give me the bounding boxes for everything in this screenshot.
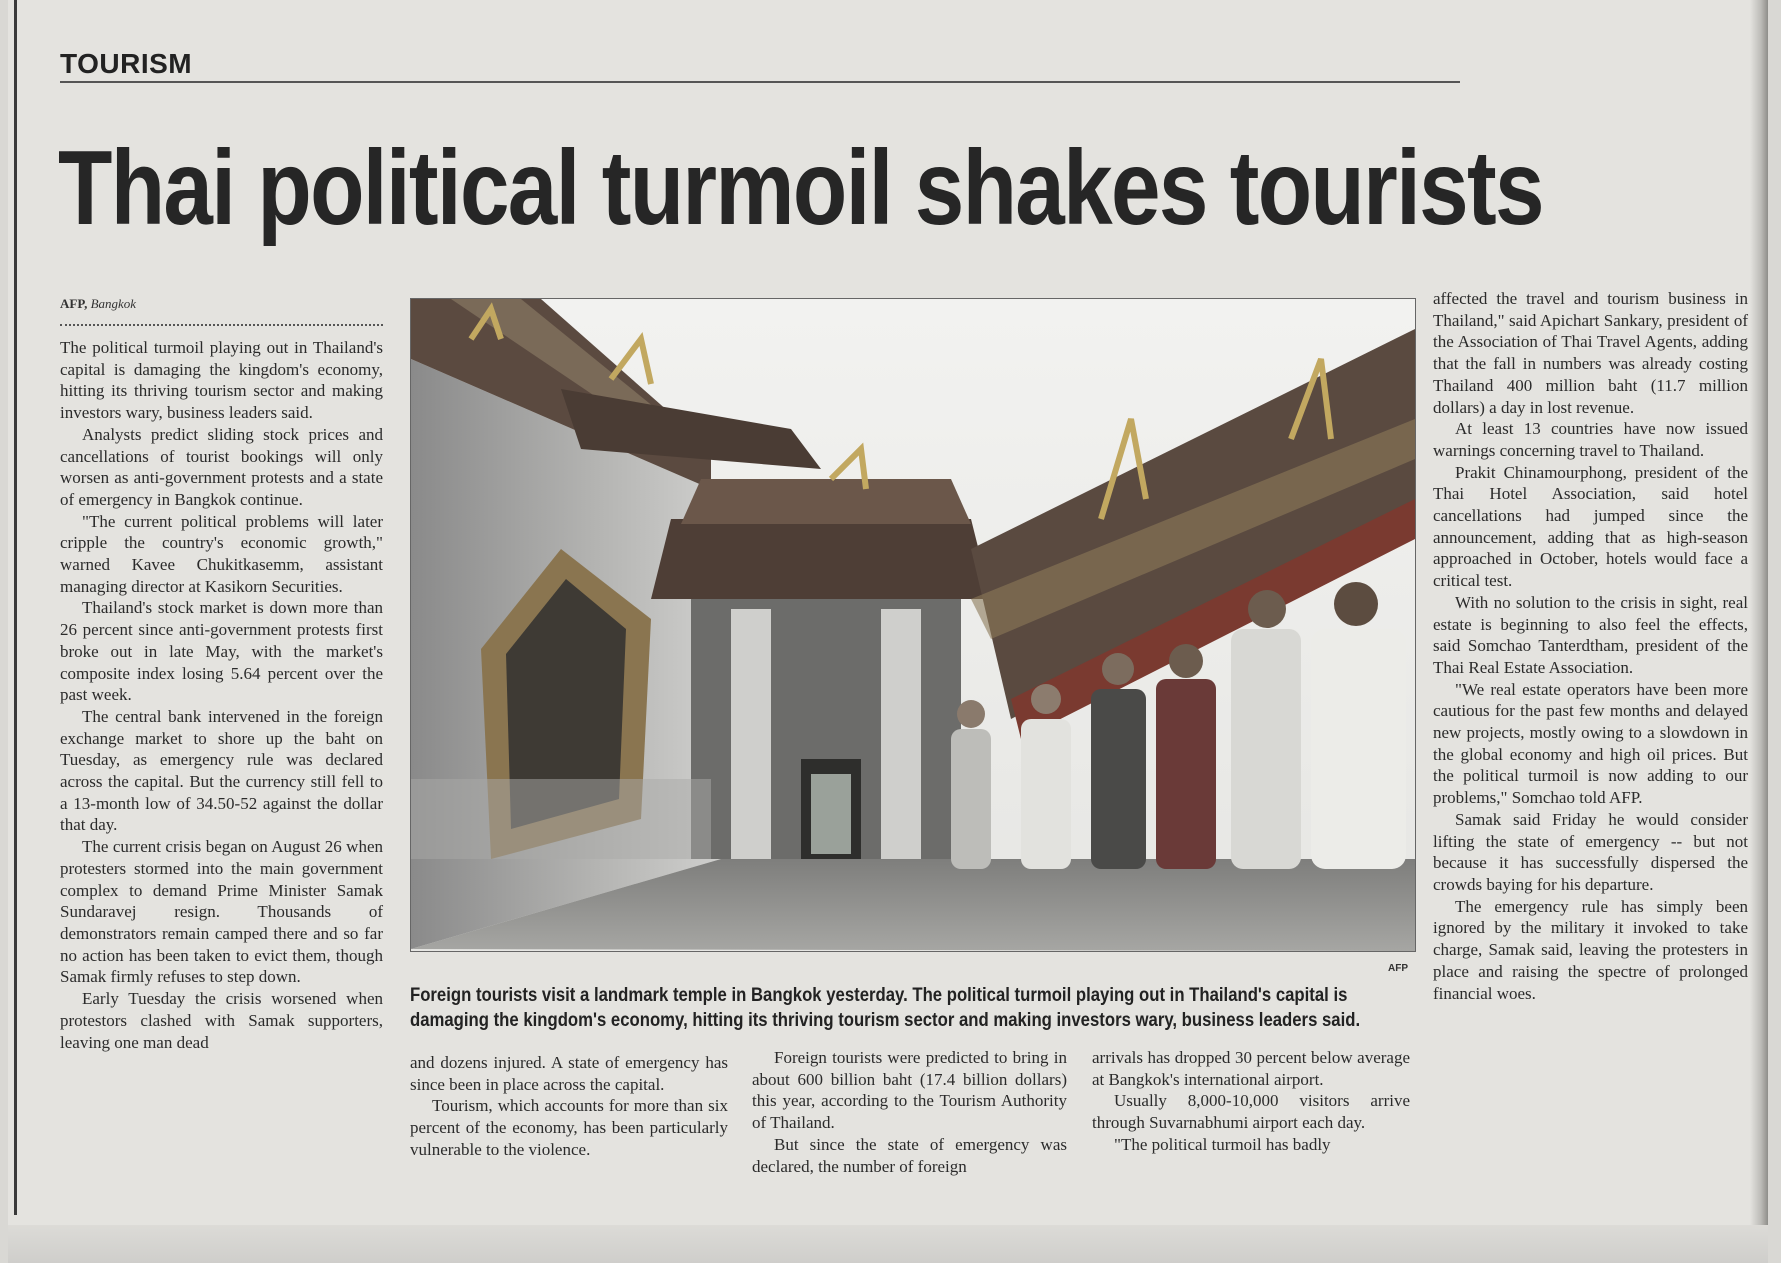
paragraph: affected the travel and tourism business in Thailand," said Apichart Sankary, president of the Association of Thai Travel Agents, adding that the fall in numbers was already costing Thailand 400 million baht (11.7 million dollars) a day in lost revenue. <box>1433 289 1748 417</box>
paragraph: Analysts predict sliding stock prices and cancellations of tourist bookings will only worsen as anti-government protests and a state of emergency in Bangkok continue. <box>60 424 383 509</box>
paragraph: Tourism, which accounts for more than six percent of the economy, has been particularly vulnerable to the violence. <box>410 1096 728 1159</box>
page-fold-shadow <box>1750 0 1768 1263</box>
page-edge-rule <box>14 0 17 1215</box>
paragraph: Early Tuesday the crisis worsened when protestors clashed with Samak supporters, leaving one man dead <box>60 989 383 1052</box>
byline <box>60 296 136 312</box>
paragraph: But since the state of emergency was declared, the number of foreign <box>752 1134 1067 1176</box>
paragraph: With no solution to the crisis in sight, real estate is beginning to also feel the effects, said Somchao Tanterdtham, president of the Thai Real Estate Association. <box>1433 592 1748 677</box>
paragraph: The emergency rule has simply been ignored by the military it invoked to take charge, Samak said, leaving the protesters in place and raising the spectre of prolonged financial woes. <box>1433 896 1748 1003</box>
byline-place: Bangkok <box>90 296 137 311</box>
paragraph: At least 13 countries have now issued warnings concerning travel to Thailand. <box>1433 419 1748 460</box>
paragraph: Foreign tourists were predicted to bring in about 600 billion baht (17.4 billion dollars) this year, according to the Tourism Authority of Thailand. <box>752 1048 1067 1133</box>
paragraph: Samak said Friday he would consider lifting the state of emergency -- but not because it has successfully dispersed the crowds baying for his departure. <box>1433 809 1748 894</box>
article-column-4 <box>1092 1047 1410 1156</box>
paragraph: arrivals has dropped 30 percent below average at Bangkok's international airport. <box>1092 1048 1410 1089</box>
section-divider <box>60 81 1460 83</box>
article-column-2 <box>410 1052 728 1161</box>
temple-photo <box>410 298 1416 952</box>
newspaper-page <box>8 0 1768 1263</box>
page-bottom-shade <box>8 1225 1768 1263</box>
paragraph: Thailand's stock market is down more than 26 percent since anti-government protests first broke out in late May, with the market's composite index losing 5.64 percent over the past week. <box>60 598 383 705</box>
byline-agency: AFP, <box>60 296 88 311</box>
photo-caption: Foreign tourists visit a landmark temple in Bangkok yesterday. The political turmoil playing out in Thailand's capital is damaging the kingdom's economy, hitting its thriving tourism sector and making investors wary, business leaders said. <box>410 985 1361 1031</box>
article-column-1 <box>60 337 383 1053</box>
paragraph: Usually 8,000-10,000 visitors arrive through Suvarnabhumi airport each day. <box>1092 1091 1410 1133</box>
paragraph: The central bank intervened in the foreign exchange market to shore up the baht on Tuesday, as emergency rule was declared across the capital. But the currency still fell to a 13-month low of 34.50-52 against the dollar that day. <box>60 706 383 835</box>
byline-dotted-rule <box>60 324 383 326</box>
photo-credit: AFP <box>1388 963 1408 974</box>
headline: Thai political turmoil shakes tourists <box>58 129 1543 247</box>
temple-photo-illustration <box>411 299 1415 951</box>
article-column-5 <box>1433 288 1748 1004</box>
paragraph: "We real estate operators have been more cautious for the past few months and delayed new projects, mostly owing to a slowdown in the global economy and high oil prices. But the political turmoil is now adding to our problems," Somchao told AFP. <box>1433 679 1748 808</box>
paragraph: and dozens injured. A state of emergency has since been in place across the capital. <box>410 1053 728 1094</box>
paragraph: "The political turmoil has badly <box>1114 1134 1331 1154</box>
section-label: TOURISM <box>60 48 193 79</box>
article-column-3 <box>752 1047 1067 1177</box>
paragraph: "The current political problems will later cripple the country's economic growth," warned Kavee Chukitkasemm, assistant managing director at Kasikorn Securities. <box>60 511 383 596</box>
paragraph: The current crisis began on August 26 when protesters stormed into the main government complex to demand Prime Minister Samak Sundaravej resign. Thousands of demonstrators remain camped there and so far no action has been taken to evict them, though Samak firmly refuses to step down. <box>60 837 383 987</box>
paragraph: Prakit Chinamourphong, president of the Thai Hotel Association, said hotel cancellations had jumped since the announcement, adding that as high-season approached in October, hotels would face a critical test. <box>1433 462 1748 591</box>
paragraph: The political turmoil playing out in Thailand's capital is damaging the kingdom's economy, hitting its thriving tourism sector and making investors wary, business leaders said. <box>60 338 383 423</box>
